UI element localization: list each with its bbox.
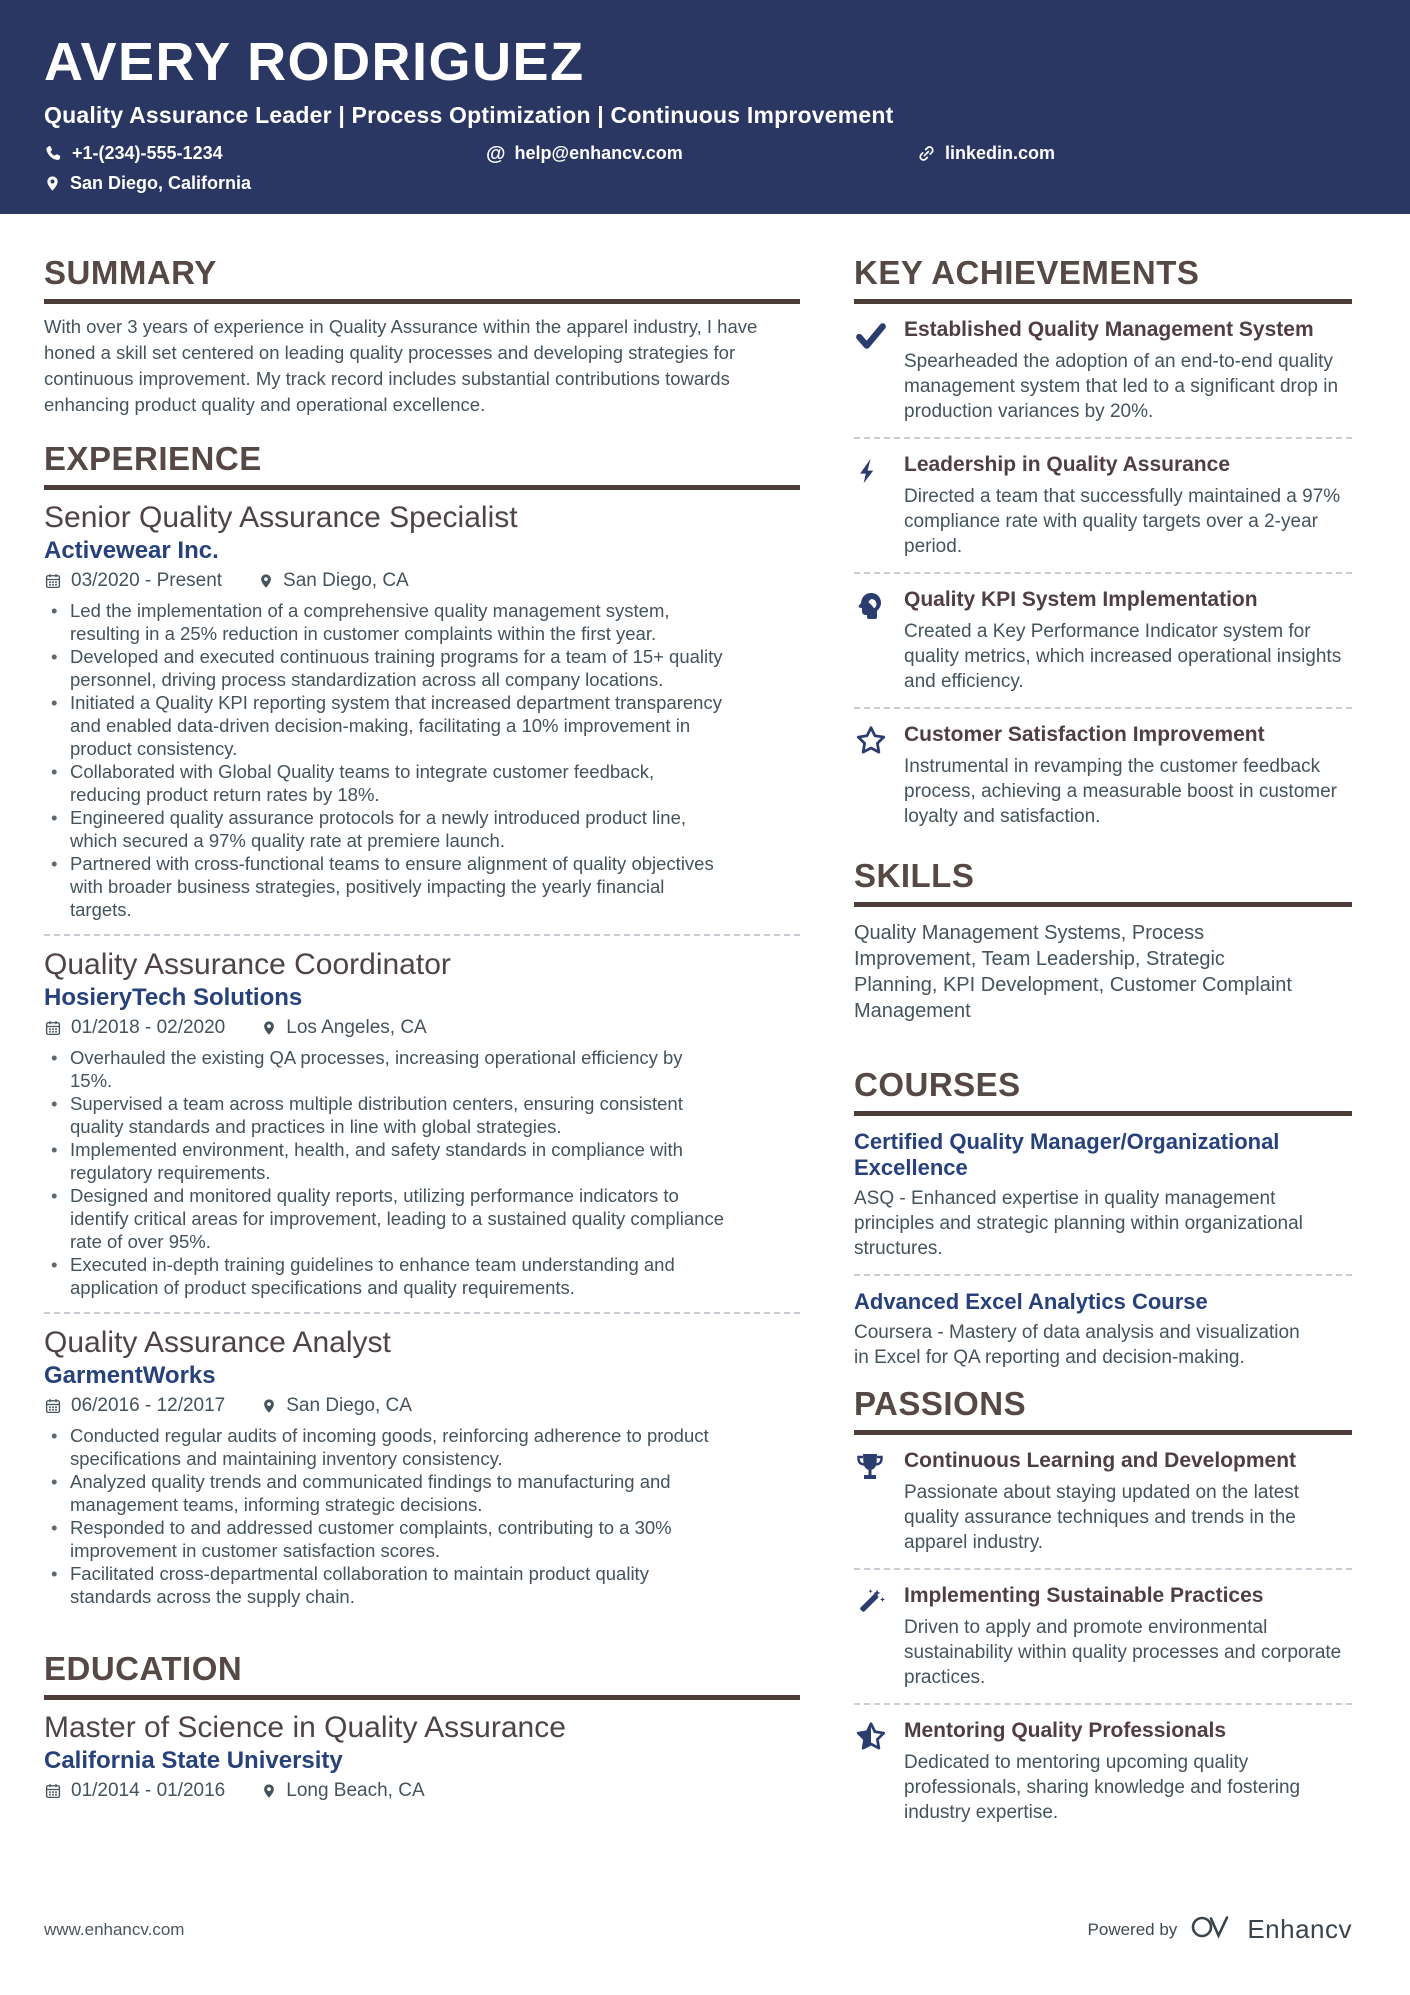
achievement-text: Instrumental in revamping the customer feedback process, achieving a measurable boost in customer loyalty and satisfaction. xyxy=(904,756,1338,827)
achievement-title: Leadership in Quality Assurance xyxy=(904,453,1230,476)
skills-text: Quality Management Systems, Process Improvement, Team Leadership, Strategic Planning, KPI Development, Customer Complaint Management xyxy=(854,922,1292,1022)
divider xyxy=(854,1568,1352,1570)
phone-contact[interactable] xyxy=(44,143,486,164)
bullet-item: • Initiated a Quality KPI reporting system that increased department transparency and enabled data-driven decision-making, facilitating a 10% improvement in product consistency. xyxy=(44,691,725,760)
courses-heading: COURSES xyxy=(854,1068,1352,1116)
achievement-item xyxy=(854,723,1352,829)
achievement-title: Established Quality Management System xyxy=(904,318,1314,341)
divider xyxy=(854,1703,1352,1705)
company-name: GarmentWorks xyxy=(44,1362,216,1389)
calendar-icon xyxy=(44,572,62,590)
job-dates: 03/2020 - Present xyxy=(71,570,223,591)
head-profile-icon xyxy=(854,588,888,694)
job-bullets xyxy=(44,599,725,921)
job-entry xyxy=(44,1327,800,1608)
headline: Quality Assurance Leader | Process Optimization | Continuous Improvement xyxy=(44,102,894,128)
right-column xyxy=(854,214,1352,1825)
experience-section xyxy=(44,442,800,1608)
achievement-item xyxy=(854,453,1352,559)
job-dates: 06/2016 - 12/2017 xyxy=(71,1395,226,1416)
lightning-icon xyxy=(854,453,888,559)
header xyxy=(0,0,1410,214)
education-heading: EDUCATION xyxy=(44,1652,800,1700)
passions-section xyxy=(854,1387,1352,1825)
skills-heading: SKILLS xyxy=(854,859,1352,907)
divider xyxy=(44,1312,800,1314)
job-location: Los Angeles, CA xyxy=(286,1017,427,1038)
achievement-text: Spearheaded the adoption of an end-to-end quality management system that led to a significant drop in production variances by 20%. xyxy=(904,351,1339,422)
passion-title: Implementing Sustainable Practices xyxy=(904,1584,1264,1607)
email-value: help@enhancv.com xyxy=(514,143,683,163)
bullet-item: • Overhauled the existing QA processes, increasing operational efficiency by 15%. xyxy=(44,1046,725,1092)
divider xyxy=(854,572,1352,574)
location-pin-icon xyxy=(258,572,274,590)
courses-section xyxy=(854,1068,1352,1370)
brand-name[interactable]: Enhancv xyxy=(1247,1914,1352,1944)
passion-title: Mentoring Quality Professionals xyxy=(904,1719,1227,1742)
education-dates: 01/2014 - 01/2016 xyxy=(71,1780,226,1801)
course-title: Advanced Excel Analytics Course xyxy=(854,1289,1208,1314)
content xyxy=(0,214,1410,1825)
divider xyxy=(44,934,800,936)
course-item xyxy=(854,1289,1329,1370)
divider xyxy=(854,437,1352,439)
person-name: AVERY RODRIGUEZ xyxy=(44,32,585,92)
location-contact xyxy=(44,173,251,194)
divider xyxy=(854,1274,1352,1276)
job-title: Quality Assurance Coordinator xyxy=(44,948,451,981)
magic-wand-icon xyxy=(854,1584,888,1690)
job-title: Senior Quality Assurance Specialist xyxy=(44,501,518,534)
footer-branding xyxy=(1088,1910,1352,1949)
powered-by-label: Powered by xyxy=(1087,1919,1178,1939)
location-pin-icon xyxy=(261,1782,277,1800)
location-row xyxy=(44,173,1366,194)
link-icon xyxy=(917,144,936,163)
education-entry xyxy=(44,1712,800,1802)
achievements-section xyxy=(854,256,1352,829)
course-title: Certified Quality Manager/Organizational Excellence xyxy=(854,1129,1280,1180)
job-location: San Diego, CA xyxy=(286,1395,412,1416)
phone-value: +1-(234)-555-1234 xyxy=(72,143,223,163)
divider xyxy=(854,707,1352,709)
location-pin-icon xyxy=(261,1397,277,1415)
email-contact[interactable] xyxy=(486,143,917,164)
bullet-item: • Engineered quality assurance protocols for a newly introduced product line, which secured a 97% quality rate at premiere launch. xyxy=(44,806,725,852)
job-bullets xyxy=(44,1424,725,1608)
bullet-item: • Partnered with cross-functional teams to ensure alignment of quality objectives with broader business strategies, positively impacting the yearly financial targets. xyxy=(44,852,725,921)
job-meta xyxy=(44,1395,800,1417)
footer xyxy=(44,1910,1352,1949)
job-meta xyxy=(44,1017,800,1039)
calendar-icon xyxy=(44,1782,62,1800)
education-location: Long Beach, CA xyxy=(286,1780,425,1801)
company-name: HosieryTech Solutions xyxy=(44,984,303,1011)
job-meta xyxy=(44,570,800,592)
passions-heading: PASSIONS xyxy=(854,1387,1352,1435)
achievement-item xyxy=(854,588,1352,694)
summary-text: With over 3 years of experience in Quality Assurance within the apparel industry, I have honed a skill set centered on leading quality processes and developing strategies for continuous improvement. My track record includes substantial contributions towards enhancing product quality and operational excellence. xyxy=(44,316,758,415)
bullet-item: • Executed in-depth training guidelines to enhance team understanding and application of product specifications and quality requirements. xyxy=(44,1253,725,1299)
education-meta xyxy=(44,1780,800,1802)
job-dates: 01/2018 - 02/2020 xyxy=(71,1017,226,1038)
course-text: Coursera - Mastery of data analysis and visualization in Excel for QA reporting and decision-making. xyxy=(854,1322,1300,1368)
location-pin-icon xyxy=(261,1019,277,1037)
calendar-icon xyxy=(44,1019,62,1037)
job-location: San Diego, CA xyxy=(283,570,409,591)
job-entry xyxy=(44,949,800,1299)
achievements-heading: KEY ACHIEVEMENTS xyxy=(854,256,1352,304)
passion-text: Passionate about staying updated on the latest quality assurance techniques and trends in the apparel industry. xyxy=(904,1482,1300,1553)
summary-heading: SUMMARY xyxy=(44,256,800,304)
calendar-icon xyxy=(44,1397,62,1415)
bullet-item: • Analyzed quality trends and communicated findings to manufacturing and management teams, informing strategic decisions. xyxy=(44,1470,725,1516)
achievement-title: Quality KPI System Implementation xyxy=(904,588,1258,611)
experience-heading: EXPERIENCE xyxy=(44,442,800,490)
achievement-text: Directed a team that successfully maintained a 97% compliance rate with quality targets over a 2-year period. xyxy=(904,486,1341,557)
bullet-item: • Designed and monitored quality reports, utilizing performance indicators to identify critical areas for improvement, leading to a sustained quality compliance rate of over 95%. xyxy=(44,1184,725,1253)
link-value: linkedin.com xyxy=(945,143,1056,163)
bullet-item: • Responded to and addressed customer complaints, contributing to a 30% improvement in customer satisfaction scores. xyxy=(44,1516,725,1562)
skills-section xyxy=(854,859,1352,1024)
bullet-item: • Supervised a team across multiple distribution centers, ensuring consistent quality standards and practices in line with global strategies. xyxy=(44,1092,725,1138)
bullet-item: • Conducted regular audits of incoming goods, reinforcing adherence to product specifications and maintaining inventory consistency. xyxy=(44,1424,725,1470)
degree-title: Master of Science in Quality Assurance xyxy=(44,1711,566,1744)
school-name: California State University xyxy=(44,1747,343,1774)
bullet-item: • Implemented environment, health, and safety standards in compliance with regulatory requirements. xyxy=(44,1138,725,1184)
achievement-title: Customer Satisfaction Improvement xyxy=(904,723,1265,746)
education-section xyxy=(44,1652,800,1802)
achievement-item xyxy=(854,318,1352,424)
passion-item xyxy=(854,1584,1352,1690)
bullet-item: • Led the implementation of a comprehensive quality management system, resulting in a 25% reduction in customer complaints within the first year. xyxy=(44,599,725,645)
bullet-item: • Facilitated cross-departmental collaboration to maintain product quality standards across the supply chain. xyxy=(44,1562,725,1608)
achievement-text: Created a Key Performance Indicator system for quality metrics, which increased operational insights and efficiency. xyxy=(904,621,1342,692)
footer-url-link[interactable]: www.enhancv.com xyxy=(44,1919,185,1939)
location-pin-icon xyxy=(44,174,61,193)
bullet-item: • Developed and executed continuous training programs for a team of 15+ quality personnel, driving process standardization across all company locations. xyxy=(44,645,725,691)
passion-text: Driven to apply and promote environmental sustainability within quality processes and corporate practices. xyxy=(904,1617,1342,1688)
location-value: San Diego, California xyxy=(70,173,252,193)
checkmark-icon xyxy=(854,318,888,424)
star-outline-icon xyxy=(854,723,888,829)
course-text: ASQ - Enhanced expertise in quality management principles and strategic planning within organizational structures. xyxy=(854,1188,1303,1259)
contact-row xyxy=(44,143,1366,164)
summary-section xyxy=(44,256,800,418)
passion-item xyxy=(854,1449,1352,1555)
enhancv-logo-icon xyxy=(1189,1910,1235,1949)
link-contact[interactable] xyxy=(917,143,1055,164)
job-bullets xyxy=(44,1046,725,1299)
job-title: Quality Assurance Analyst xyxy=(44,1326,391,1359)
course-item xyxy=(854,1129,1329,1261)
star-badge-icon xyxy=(854,1719,888,1825)
passion-item xyxy=(854,1719,1352,1825)
bullet-item: • Collaborated with Global Quality teams to integrate customer feedback, reducing product return rates by 18%. xyxy=(44,760,725,806)
company-name: Activewear Inc. xyxy=(44,537,219,564)
passion-text: Dedicated to mentoring upcoming quality professionals, sharing knowledge and fostering industry expertise. xyxy=(904,1752,1301,1823)
left-column xyxy=(44,214,800,1825)
trophy-icon xyxy=(854,1449,888,1555)
job-entry xyxy=(44,502,800,921)
passion-title: Continuous Learning and Development xyxy=(904,1449,1297,1472)
phone-icon xyxy=(44,144,63,163)
at-icon: @ xyxy=(486,142,506,165)
